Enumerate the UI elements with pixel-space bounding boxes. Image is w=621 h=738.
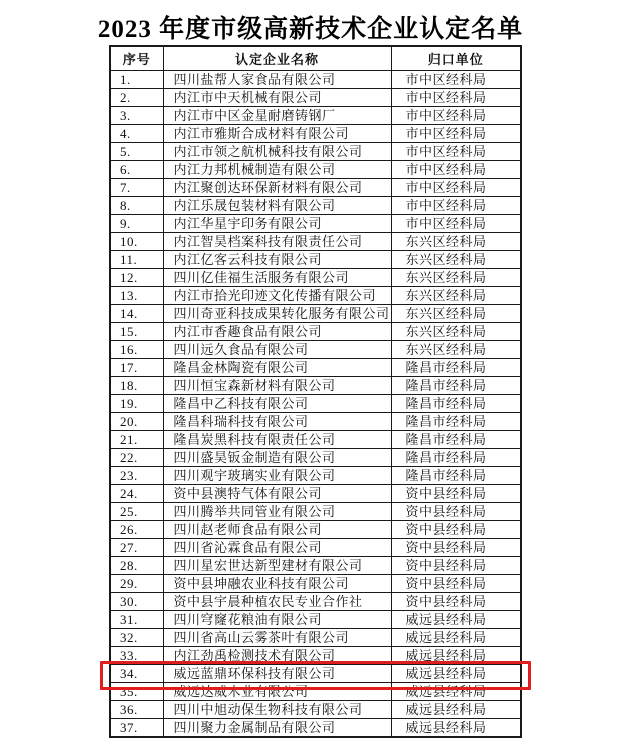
table-row [110,143,521,161]
company-name-cell: 内江力邦机械制造有限公司 [163,161,391,179]
table-row [110,395,521,413]
row-number-cell: 29. [110,575,163,593]
row-number-cell: 31. [110,611,163,629]
company-name-cell: 四川穹窿花粮油有限公司 [163,611,391,629]
company-name-cell: 内江亿客云科技有限公司 [163,251,391,269]
row-number-cell: 36. [110,701,163,719]
row-number-cell: 20. [110,413,163,431]
table-row [110,665,521,683]
unit-cell: 资中县经科局 [391,557,521,575]
row-number-cell: 3. [110,107,163,125]
company-name-cell: 内江市香趣食品有限公司 [163,323,391,341]
company-name-cell: 内江聚创达环保新材料有限公司 [163,179,391,197]
table-row [110,251,521,269]
company-name-cell: 内江市中区金星耐磨铸钢厂 [163,107,391,125]
unit-cell: 东兴区经科局 [391,251,521,269]
company-name-cell: 威远达威木业有限公司 [163,683,391,701]
unit-cell: 资中县经科局 [391,485,521,503]
company-name-cell: 资中县宇晨种植农民专业合作社 [163,593,391,611]
table-row [110,359,521,377]
company-name-cell: 内江智昊档案科技有限责任公司 [163,233,391,251]
unit-cell: 市中区经科局 [391,215,521,233]
company-name-cell: 内江劲禹检测技术有限公司 [163,647,391,665]
unit-cell: 资中县经科局 [391,503,521,521]
company-name-cell: 内江市雅斯合成材料有限公司 [163,125,391,143]
company-name-cell: 威远蓝鼎环保科技有限公司 [163,665,391,683]
row-number-cell: 37. [110,719,163,738]
company-name-cell: 四川观宇玻璃实业有限公司 [163,467,391,485]
row-number-cell: 7. [110,179,163,197]
unit-cell: 市中区经科局 [391,161,521,179]
company-name-cell: 四川盛昊钣金制造有限公司 [163,449,391,467]
table-row [110,683,521,701]
company-name-cell: 四川亿佳福生活服务有限公司 [163,269,391,287]
table-row [110,107,521,125]
row-number-cell: 13. [110,287,163,305]
table-header-row [110,46,521,71]
row-number-cell: 27. [110,539,163,557]
table-row [110,431,521,449]
company-name-cell: 四川腾举共同管业有限公司 [163,503,391,521]
table-row [110,377,521,395]
unit-cell: 资中县经科局 [391,521,521,539]
unit-cell: 市中区经科局 [391,143,521,161]
table-row [110,179,521,197]
unit-cell: 威远县经科局 [391,665,521,683]
row-number-cell: 5. [110,143,163,161]
table-row [110,197,521,215]
company-name-cell: 四川奇亚科技成果转化服务有限公司 [163,305,391,323]
row-number-cell: 23. [110,467,163,485]
company-name-cell: 内江华星宇印务有限公司 [163,215,391,233]
row-number-cell: 33. [110,647,163,665]
table-row [110,629,521,647]
unit-cell: 资中县经科局 [391,539,521,557]
table-row [110,89,521,107]
unit-cell: 威远县经科局 [391,701,521,719]
company-name-cell: 隆昌科瑞科技有限公司 [163,413,391,431]
table-row [110,557,521,575]
unit-cell: 威远县经科局 [391,719,521,738]
company-name-cell: 四川恒宝森新材料有限公司 [163,377,391,395]
company-name-cell: 四川省沁霖食品有限公司 [163,539,391,557]
unit-cell: 市中区经科局 [391,89,521,107]
company-name-cell: 四川星宏世达新型建材有限公司 [163,557,391,575]
unit-cell: 市中区经科局 [391,107,521,125]
table-row [110,485,521,503]
unit-cell: 隆昌市经科局 [391,395,521,413]
column-header-serial-number: 序号 [110,46,163,71]
row-number-cell: 8. [110,197,163,215]
table-row [110,467,521,485]
unit-cell: 隆昌市经科局 [391,377,521,395]
row-number-cell: 26. [110,521,163,539]
table-row [110,521,521,539]
company-name-cell: 四川中旭动保生物科技有限公司 [163,701,391,719]
row-number-cell: 16. [110,341,163,359]
row-number-cell: 28. [110,557,163,575]
row-number-cell: 1. [110,71,163,89]
row-number-cell: 24. [110,485,163,503]
table-row [110,233,521,251]
row-number-cell: 14. [110,305,163,323]
company-name-cell: 内江乐晟包装材料有限公司 [163,197,391,215]
unit-cell: 隆昌市经科局 [391,359,521,377]
table-row [110,719,521,738]
table-row [110,611,521,629]
unit-cell: 市中区经科局 [391,71,521,89]
row-number-cell: 35. [110,683,163,701]
page-title: 2023 年度市级高新技术企业认定名单 [97,16,524,43]
company-name-cell: 四川省高山云雾茶叶有限公司 [163,629,391,647]
unit-cell: 东兴区经科局 [391,233,521,251]
row-number-cell: 9. [110,215,163,233]
table-row [110,539,521,557]
table-row [110,71,521,89]
row-number-cell: 2. [110,89,163,107]
row-number-cell: 15. [110,323,163,341]
unit-cell: 东兴区经科局 [391,305,521,323]
row-number-cell: 18. [110,377,163,395]
row-number-cell: 6. [110,161,163,179]
table-row [110,593,521,611]
unit-cell: 隆昌市经科局 [391,413,521,431]
unit-cell: 资中县经科局 [391,575,521,593]
row-number-cell: 34. [110,665,163,683]
company-name-cell: 资中县澳特气体有限公司 [163,485,391,503]
table-row [110,341,521,359]
table-row [110,287,521,305]
unit-cell: 东兴区经科局 [391,323,521,341]
unit-cell: 东兴区经科局 [391,269,521,287]
row-number-cell: 10. [110,233,163,251]
unit-cell: 资中县经科局 [391,593,521,611]
row-number-cell: 22. [110,449,163,467]
table-row [110,161,521,179]
company-name-cell: 资中县坤融农业科技有限公司 [163,575,391,593]
column-header-enterprise-name: 认定企业名称 [163,46,391,71]
unit-cell: 威远县经科局 [391,683,521,701]
table-row [110,269,521,287]
table-row [110,413,521,431]
unit-cell: 威远县经科局 [391,611,521,629]
row-number-cell: 12. [110,269,163,287]
table-row [110,647,521,665]
company-name-cell: 四川盐帮人家食品有限公司 [163,71,391,89]
unit-cell: 东兴区经科局 [391,341,521,359]
company-name-cell: 隆昌炭黑科技有限责任公司 [163,431,391,449]
row-number-cell: 32. [110,629,163,647]
row-number-cell: 11. [110,251,163,269]
company-name-cell: 隆昌中乙科技有限公司 [163,395,391,413]
unit-cell: 威远县经科局 [391,647,521,665]
table-row [110,323,521,341]
unit-cell: 隆昌市经科局 [391,431,521,449]
company-name-cell: 四川赵老师食品有限公司 [163,521,391,539]
company-name-cell: 内江市拾光印迹文化传播有限公司 [163,287,391,305]
certified-enterprises-table [109,45,522,738]
unit-cell: 隆昌市经科局 [391,449,521,467]
table-row [110,701,521,719]
table-row [110,575,521,593]
unit-cell: 隆昌市经科局 [391,467,521,485]
row-number-cell: 19. [110,395,163,413]
unit-cell: 威远县经科局 [391,629,521,647]
table-row [110,449,521,467]
row-number-cell: 21. [110,431,163,449]
row-number-cell: 17. [110,359,163,377]
row-number-cell: 25. [110,503,163,521]
company-name-cell: 内江市领之航机械科技有限公司 [163,143,391,161]
table-row [110,125,521,143]
table-row [110,503,521,521]
unit-cell: 市中区经科局 [391,179,521,197]
company-name-cell: 内江市中天机械有限公司 [163,89,391,107]
row-number-cell: 4. [110,125,163,143]
company-name-cell: 四川远久食品有限公司 [163,341,391,359]
unit-cell: 东兴区经科局 [391,287,521,305]
unit-cell: 市中区经科局 [391,125,521,143]
company-name-cell: 隆昌金林陶瓷有限公司 [163,359,391,377]
column-header-managing-unit: 归口单位 [391,46,521,71]
row-number-cell: 30. [110,593,163,611]
table-row [110,305,521,323]
company-name-cell: 四川聚力金属制品有限公司 [163,719,391,738]
unit-cell: 市中区经科局 [391,197,521,215]
table-row [110,215,521,233]
table-body [110,71,521,738]
